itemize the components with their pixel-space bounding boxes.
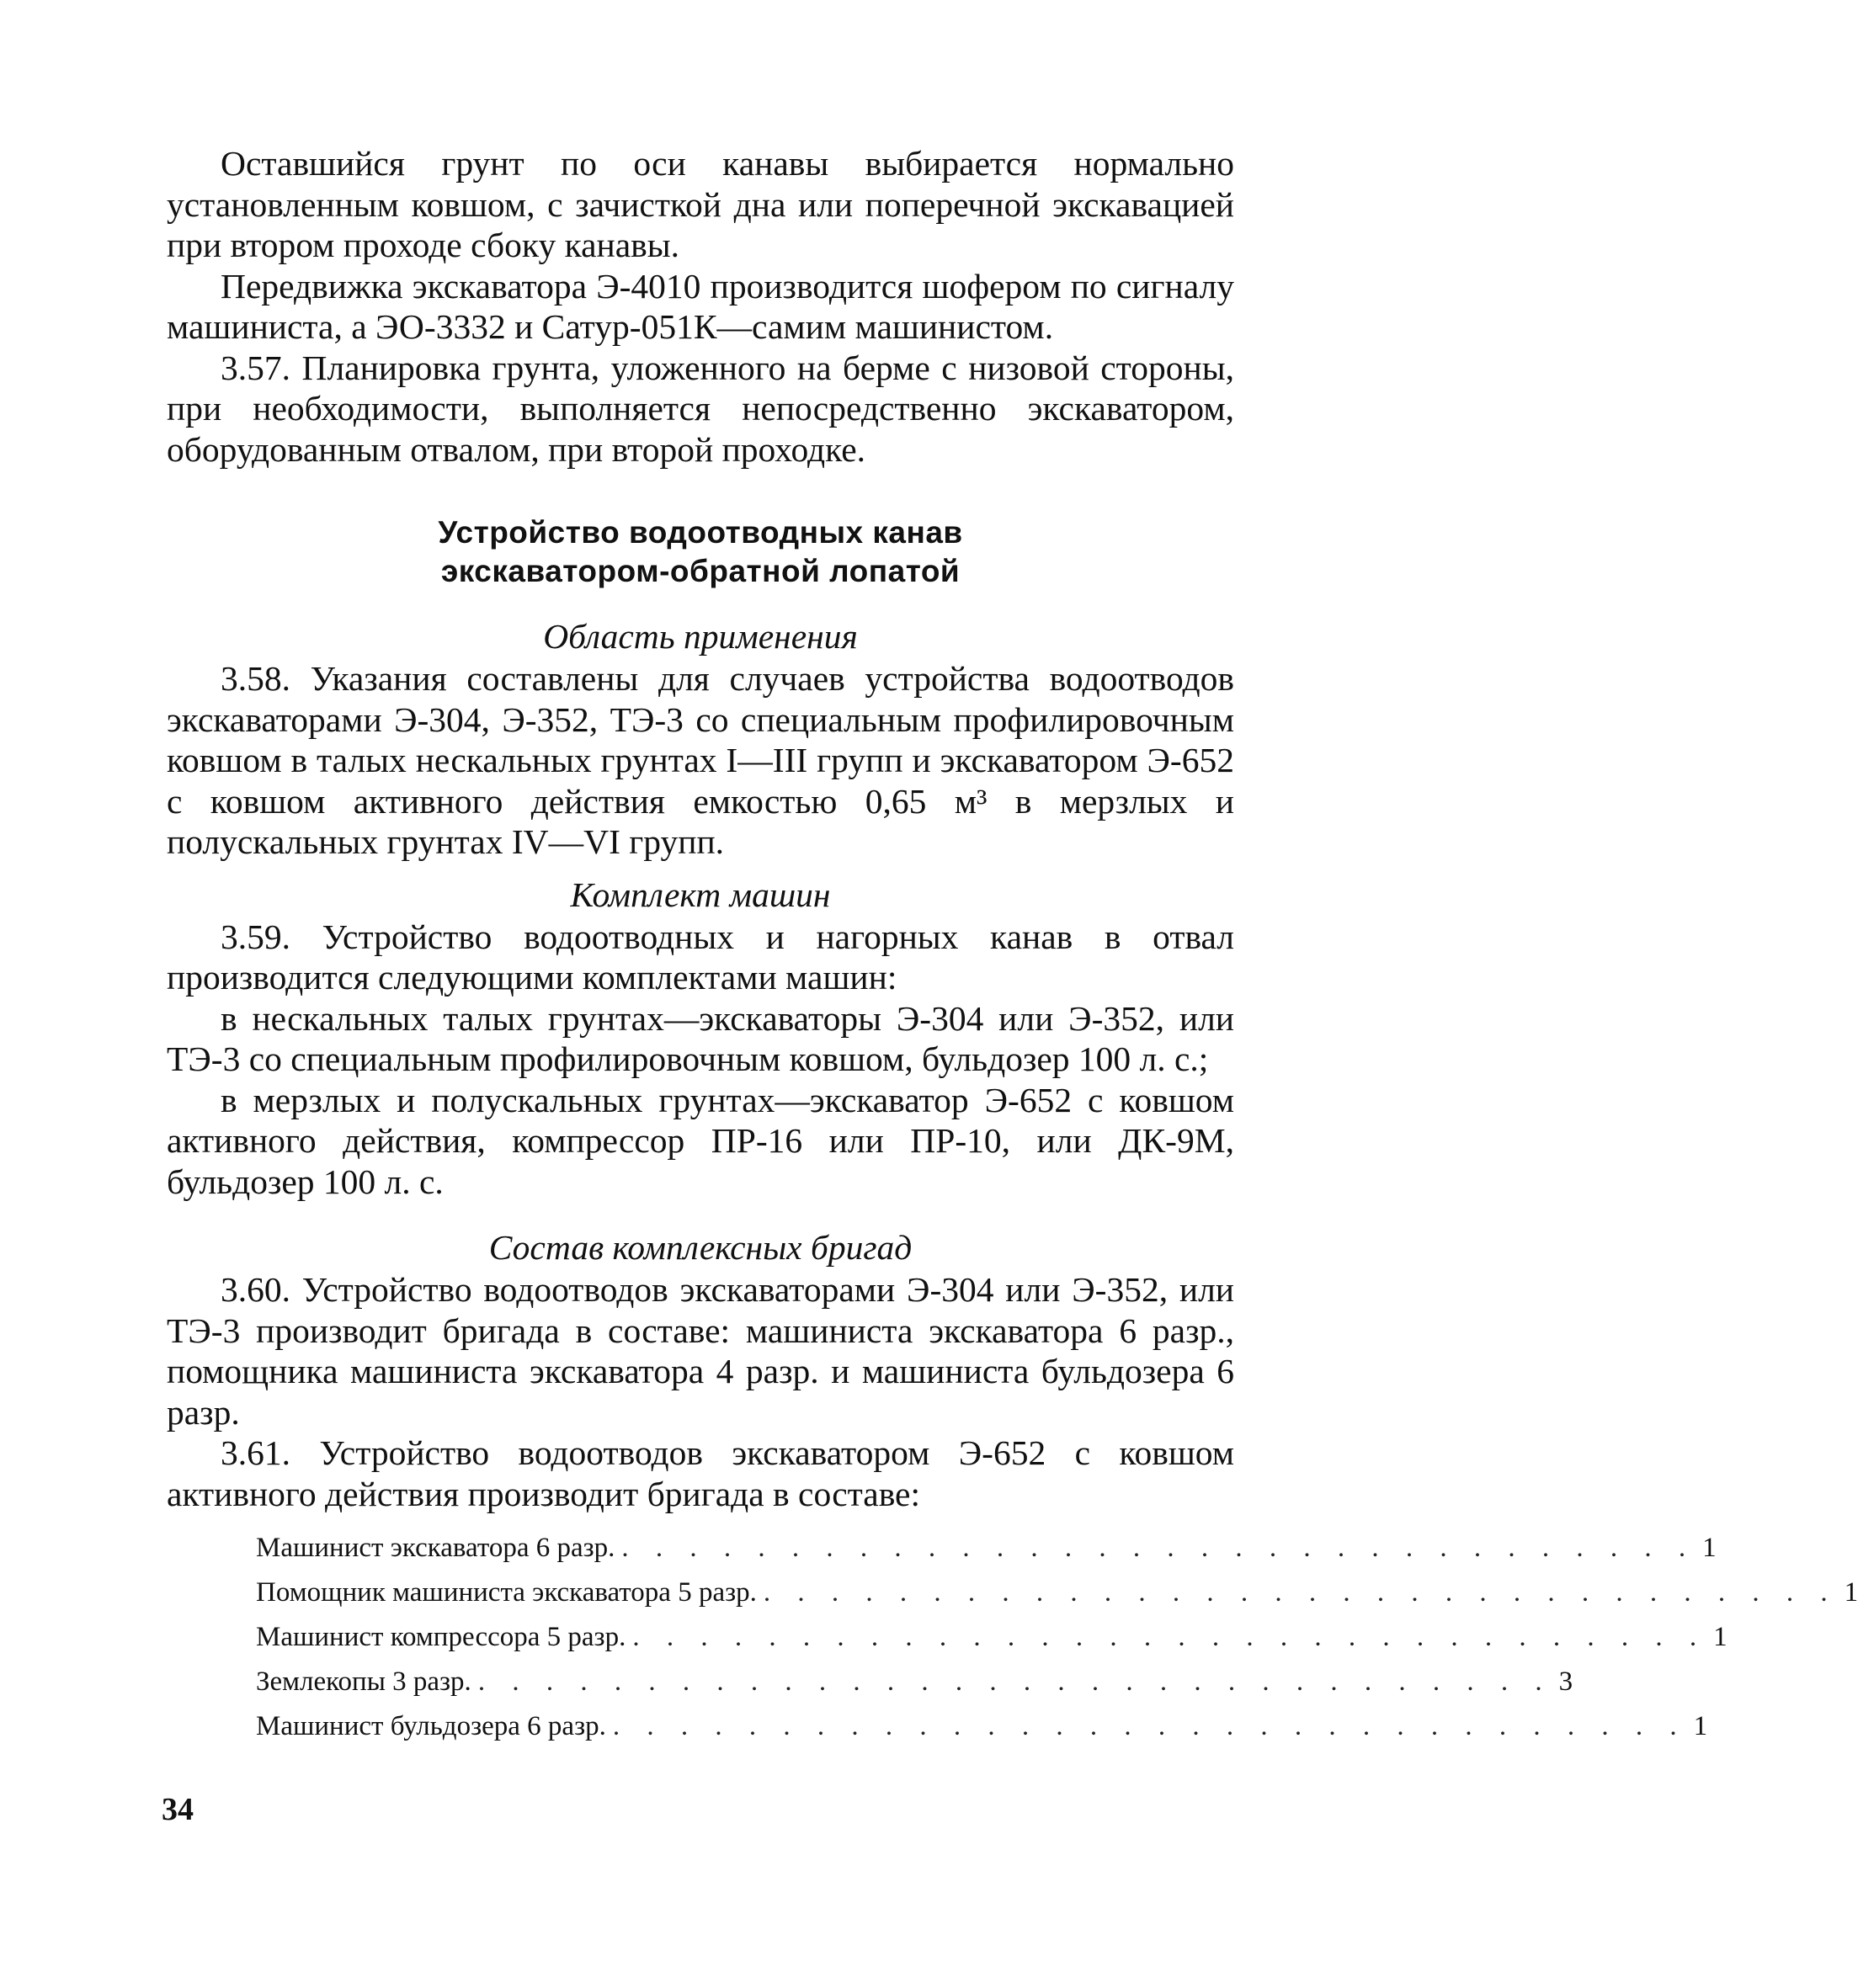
crew-count: 1 (1713, 1622, 1728, 1652)
subheading-scope: Область применения (543, 617, 858, 656)
paragraph-3-59-frozen: в мерзлых и полускальных грунтах—экскаватор Э-652 с ковшом активного действия, компрессор ПР-16 или ПР-10, или ДК-9М, бульдозер 100 л. с. (167, 1080, 1234, 1201)
crew-count: 1 (1844, 1577, 1858, 1608)
crew-count: 1 (1693, 1711, 1708, 1741)
leader-dots: . . . . . . . . . . . . . . . . . . . . . . . . . . . . . . . . (632, 1622, 1707, 1652)
leader-dots: . . . . . . . . . . . . . . . . . . . . . . . . . . . . . . . . (621, 1533, 1696, 1563)
crew-count: 1 (1702, 1533, 1717, 1563)
leader-dots: . . . . . . . . . . . . . . . . . . . . . . . . . . . . . . . . (477, 1666, 1552, 1697)
page-number: 34 (162, 1792, 194, 1827)
crew-row (256, 1526, 1717, 1571)
crew-count: 3 (1558, 1666, 1573, 1697)
crew-role: Машинист экскаватора 6 разр. (256, 1533, 615, 1563)
paragraph-3-58: 3.58. Указания составлены для случаев устройства водоотводов экскаваторами Э-304, Э-352, ТЭ-3 со специальным профилировочным ковшом в талых нескальных грунтах I—III групп и экскаватором Э-652 с ковшом активного действия емкостью 0,65 м³ в мерзлых и полускальных грунтах IV—VI групп. (167, 659, 1234, 861)
crew-row (256, 1571, 1858, 1615)
crew-row (256, 1615, 1728, 1660)
crew-role: Машинист компрессора 5 разр. (256, 1622, 626, 1652)
crew-row (256, 1704, 1708, 1749)
crew-role: Машинист бульдозера 6 разр. (256, 1711, 606, 1741)
document-page (167, 143, 1858, 1749)
leader-dots: . . . . . . . . . . . . . . . . . . . . . . . . . . . . . . . . (612, 1711, 1687, 1741)
crew-row (256, 1660, 1573, 1704)
paragraph-3-59: 3.59. Устройство водоотводных и нагорных канав в отвал производится следующими комплектами машин: (167, 917, 1234, 997)
paragraph-3-59-unfrozen: в нескальных талых грунтах—экскаваторы Э-304 или Э-352, или ТЭ-3 со специальным профилировочным ковшом, бульдозер 100 л. с.; (167, 998, 1234, 1078)
subheading-machines: Комплект машин (570, 874, 831, 914)
section-heading (167, 513, 1234, 591)
crew-role: Помощник машиниста экскаватора 5 разр. (256, 1577, 757, 1608)
paragraph-3-61: 3.61. Устройство водоотводов экскаватором Э-652 с ковшом активного действия производит бригада в составе: (167, 1433, 1234, 1513)
paragraph-3-57: 3.57. Планировка грунта, уложенного на берме с низовой стороны, при необходимости, выполняется непосредственно экскаватором, оборудованным отвалом, при второй проходке. (167, 348, 1234, 469)
paragraph-remaining-soil: Оставшийся грунт по оси канавы выбирается нормально установленным ковшом, с зачисткой дна или поперечной экскавацией при втором проходе сбоку канавы. (167, 144, 1234, 264)
subheading-crews: Состав комплексных бригад (488, 1228, 913, 1267)
crew-list (256, 1526, 1858, 1749)
section-heading-line-1: Устройство водоотводных канав (438, 515, 963, 550)
paragraph-excavator-movement: Передвижка экскаватора Э-4010 производится шофером по сигналу машиниста, а ЭО-3332 и Сатур-051К—самим машинистом. (167, 266, 1234, 346)
section-heading-line-2: экскаватором-обратной лопатой (440, 554, 961, 588)
leader-dots: . . . . . . . . . . . . . . . . . . . . . . . . . . . . . . . . (763, 1577, 1838, 1608)
paragraph-3-60: 3.60. Устройство водоотводов экскаваторами Э-304 или Э-352, или ТЭ-3 производит бригада в составе: машиниста экскаватора 6 разр., помощника машиниста экскаватора 4 разр. и машиниста бульдозера 6 разр. (167, 1270, 1234, 1432)
crew-role: Землекопы 3 разр. (256, 1666, 471, 1697)
